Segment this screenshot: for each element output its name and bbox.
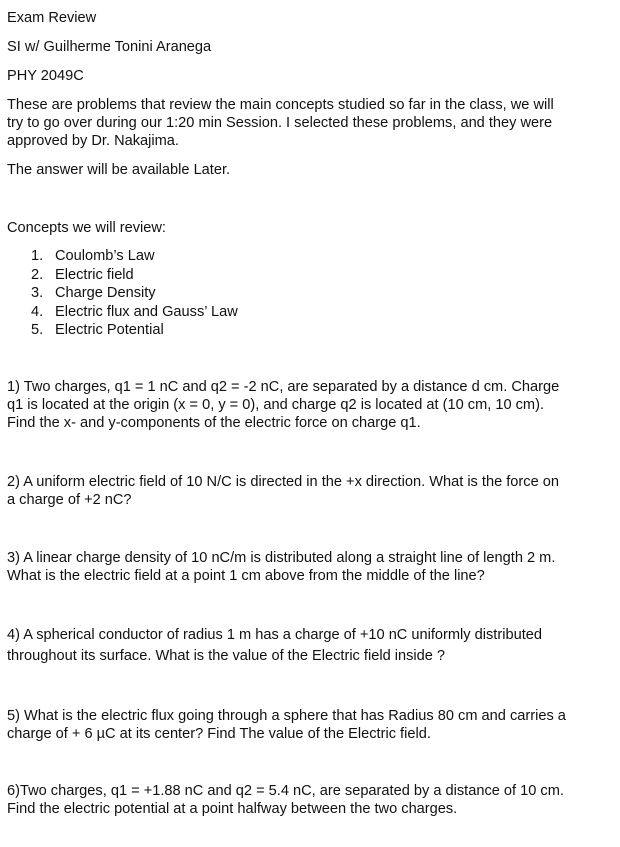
problem-6: [7, 782, 579, 818]
problem-4: [7, 626, 579, 665]
problem-line: 5) What is the electric flux going through a sphere that has Radius 80 cm and carries a: [7, 708, 566, 724]
problem-line: q1 is located at the origin (x = 0, y = 0), and charge q2 is located at (10 cm, 10 cm).: [7, 397, 545, 413]
list-number: 5.: [31, 322, 44, 338]
intro-line: try to go over during our 1:20 min Session. I selected these problems, and they were: [7, 115, 553, 131]
problem-line: What is the electric field at a point 1 cm above from the middle of the line?: [7, 568, 485, 584]
problem-5: [7, 707, 579, 743]
answer-note: The answer will be available Later.: [7, 162, 231, 178]
intro-line: These are problems that review the main concepts studied so far in the class, we will: [7, 97, 554, 113]
problem-line: 1) Two charges, q1 = 1 nC and q2 = -2 nC, are separated by a distance d cm. Charge: [7, 379, 560, 395]
list-number: 2.: [31, 266, 44, 283]
list-label: Coulomb’s Law: [55, 248, 155, 264]
problem-line: 4) A spherical conductor of radius 1 m has a charge of +10 nC uniformly distributed: [7, 627, 542, 643]
list-label: Electric flux and Gauss’ Law: [55, 303, 238, 320]
list-number: 3.: [31, 285, 44, 301]
list-label: Electric field: [55, 266, 134, 283]
doc-title: Exam Review: [7, 10, 97, 26]
concepts-heading: Concepts we will review:: [7, 220, 166, 236]
problem-3: [7, 549, 579, 585]
instructor-line: SI w/ Guilherme Tonini Aranega: [7, 39, 212, 55]
intro-line: approved by Dr. Nakajima.: [7, 133, 179, 149]
problem-1: [7, 378, 579, 432]
problem-line: 2) A uniform electric field of 10 N/C is directed in the +x direction. What is the force on: [7, 474, 559, 490]
list-label: Electric Potential: [55, 322, 164, 338]
list-label: Charge Density: [55, 285, 156, 301]
list-number: 1.: [31, 248, 44, 264]
problem-2: [7, 473, 579, 509]
list-number: 4.: [31, 303, 44, 320]
problem-line: charge of + 6 µC at its center? Find The value of the Electric field.: [7, 726, 431, 742]
course-code: PHY 2049C: [7, 68, 84, 84]
problem-line: Find the x- and y-components of the electric force on charge q1.: [7, 415, 421, 431]
problem-line: a charge of +2 nC?: [7, 492, 132, 508]
problem-line: throughout its surface. What is the value of the Electric field inside ?: [7, 648, 446, 664]
problem-line: 3) A linear charge density of 10 nC/m is distributed along a straight line of length 2 m.: [7, 550, 556, 566]
intro-paragraph: [7, 96, 579, 150]
problem-line: Find the electric potential at a point halfway between the two charges.: [7, 801, 458, 817]
problem-line: 6)Two charges, q1 = +1.88 nC and q2 = 5.4 nC, are separated by a distance of 10 cm.: [7, 783, 564, 799]
